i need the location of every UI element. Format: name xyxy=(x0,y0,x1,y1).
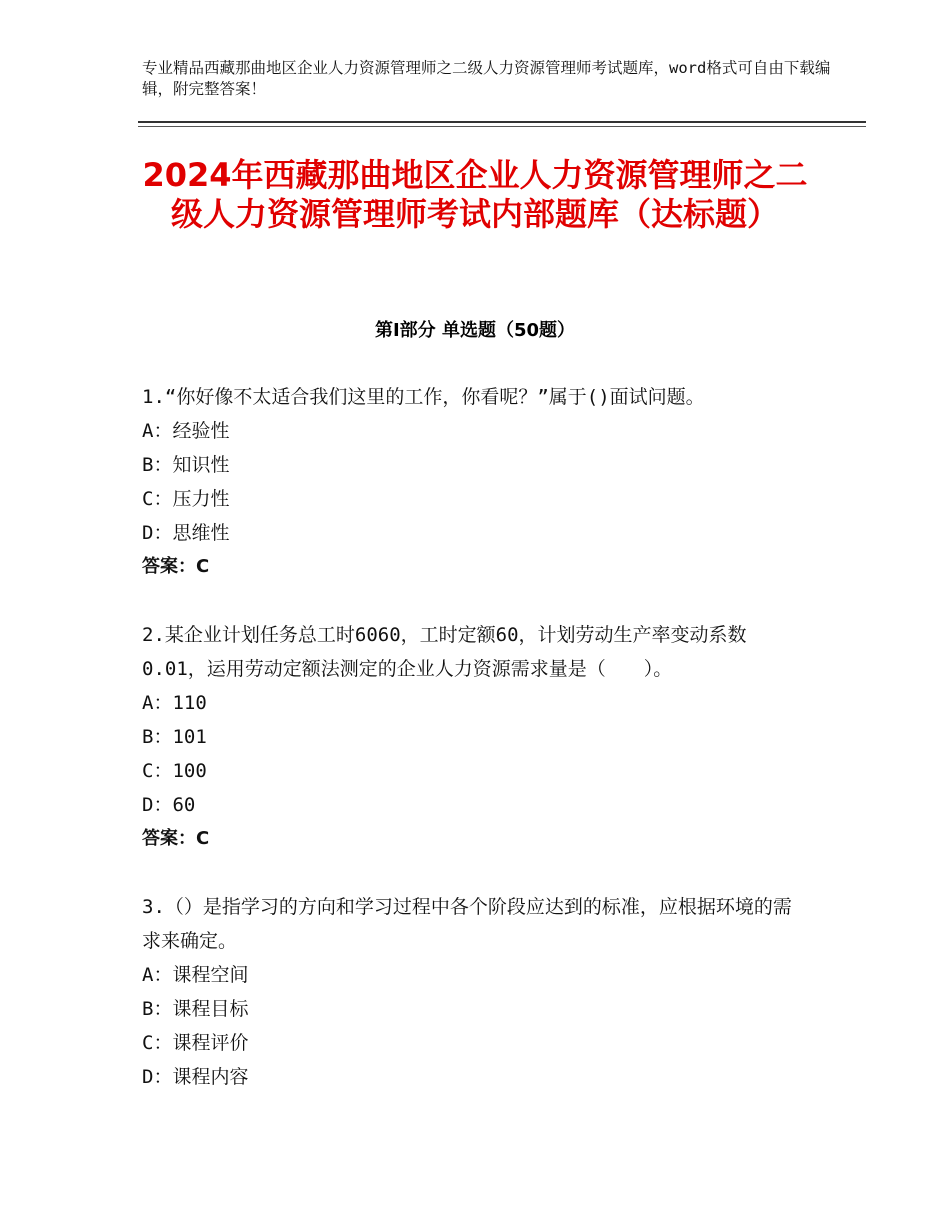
option-a: A：经验性 xyxy=(142,420,230,442)
question-1 xyxy=(142,380,802,584)
section-title: 第Ⅰ部分 单选题（50题） xyxy=(374,320,575,341)
option-b: B：课程目标 xyxy=(142,998,249,1020)
question-stem: 1.“你好像不太适合我们这里的工作，你看呢？”属于()面试问题。 xyxy=(142,386,705,408)
option-a: A：课程空间 xyxy=(142,964,249,986)
option-c: C：压力性 xyxy=(142,488,230,510)
option-b: B：知识性 xyxy=(142,454,230,476)
option-c: C：100 xyxy=(142,760,207,782)
option-d: D：课程内容 xyxy=(142,1066,249,1088)
option-b: B：101 xyxy=(142,726,207,748)
option-d: D：60 xyxy=(142,794,196,816)
question-stem: 2.某企业计划任务总工时6060，工时定额60，计划劳动生产率变动系数0.01，运用劳动定额法测定的企业人力资源需求量是（ ）。 xyxy=(142,624,747,680)
question-stem: 3.（）是指学习的方向和学习过程中各个阶段应达到的标准，应根据环境的需求来确定。 xyxy=(142,896,792,952)
header-divider-thin xyxy=(138,126,866,127)
question-2 xyxy=(142,618,802,856)
option-c: C：课程评价 xyxy=(142,1032,249,1054)
option-d: D：思维性 xyxy=(142,522,230,544)
document-title: 2024年西藏那曲地区企业人力资源管理师之二级人力资源管理师考试内部题库（达标题） xyxy=(142,156,808,233)
answer: 答案：C xyxy=(142,828,210,849)
header-note: 专业精品西藏那曲地区企业人力资源管理师之二级人力资源管理师考试题库，word格式可自由下载编辑，附完整答案！ xyxy=(142,59,831,98)
answer: 答案：C xyxy=(142,556,210,577)
header-divider-thick xyxy=(138,121,866,123)
option-a: A：110 xyxy=(142,692,207,714)
question-3 xyxy=(142,890,802,1094)
